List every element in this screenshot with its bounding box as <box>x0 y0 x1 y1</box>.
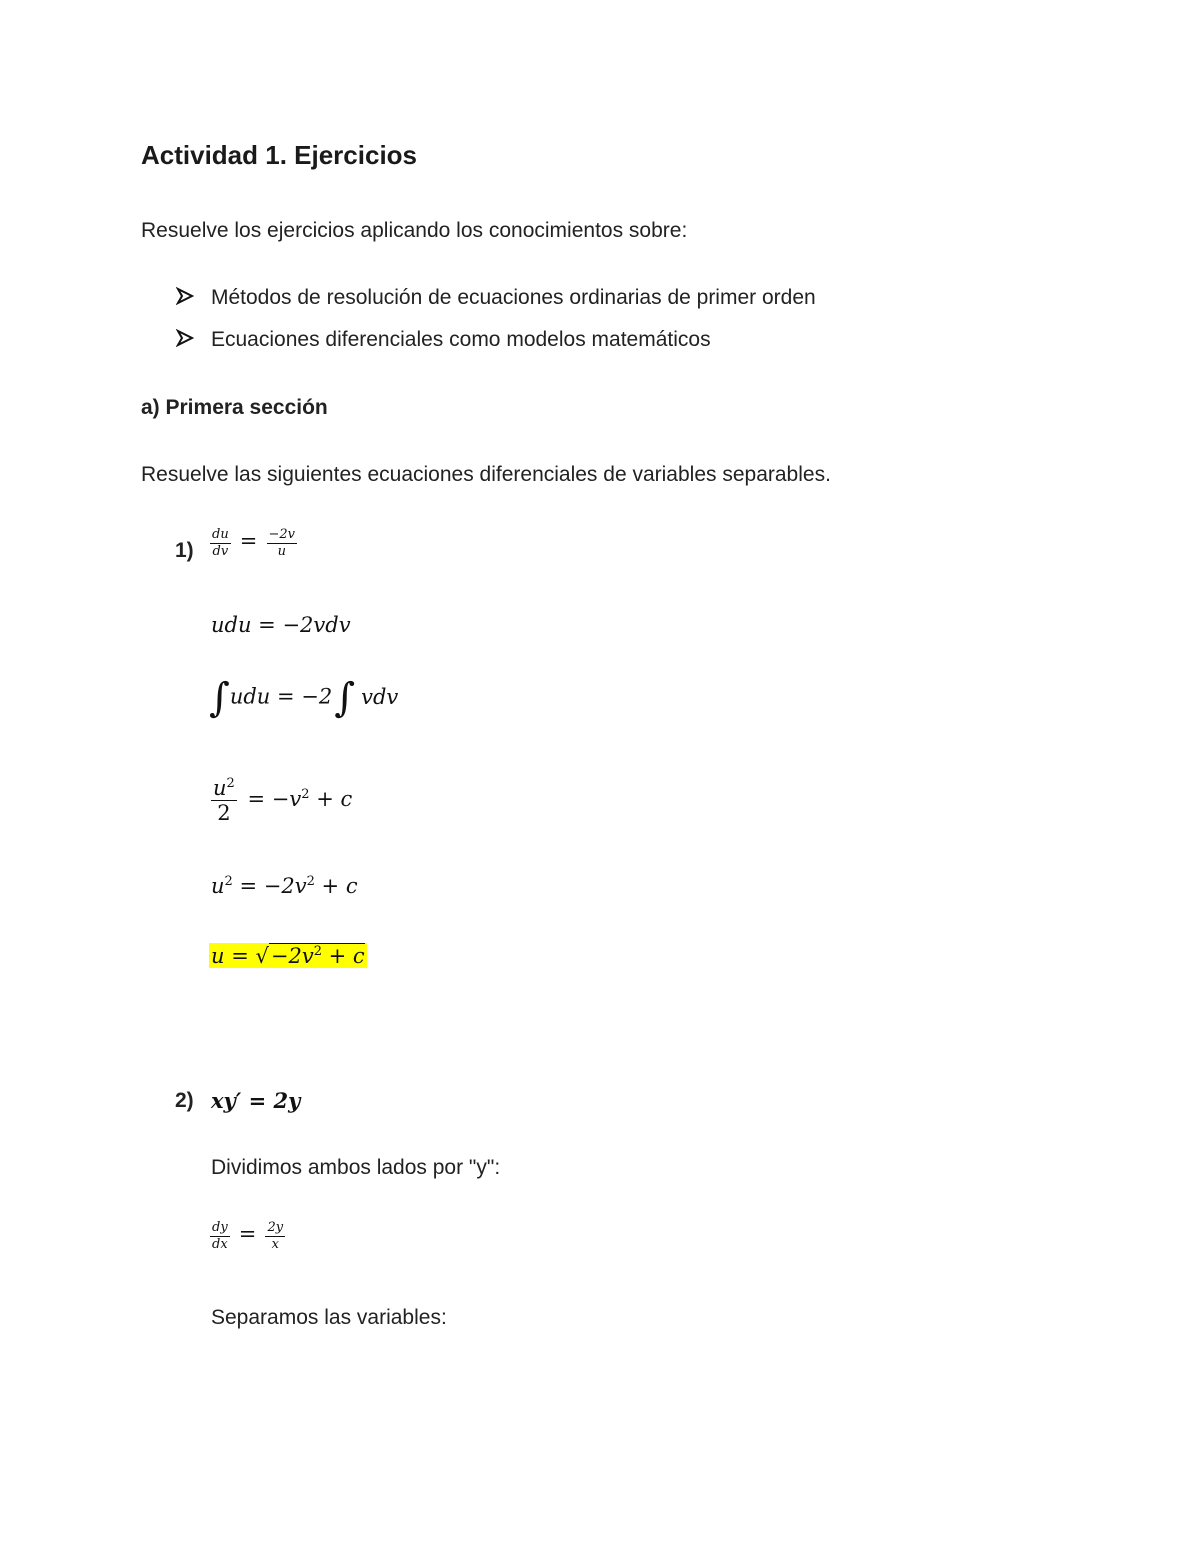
constant-term: + c <box>314 874 358 898</box>
step-integration <box>209 675 399 721</box>
fraction <box>265 1221 285 1251</box>
bullet-text: Métodos de resolución de ecuaciones ordinarias de primer orden <box>211 286 816 309</box>
numerator: u <box>213 776 227 800</box>
exercise1-equation <box>210 528 297 558</box>
page-title: Actividad 1. Ejercicios <box>141 140 418 170</box>
constant-term: + c <box>309 787 353 812</box>
denominator: dv <box>212 543 229 559</box>
numerator: du <box>212 527 229 542</box>
sqrt-icon: √ <box>255 944 269 968</box>
highlighted-result <box>209 943 367 968</box>
fraction <box>211 777 237 824</box>
radicand-term: −2v <box>270 944 314 968</box>
denominator: x <box>271 1236 279 1252</box>
exercise-number: 1) <box>175 539 194 562</box>
step-text: Dividimos ambos lados por "y": <box>211 1156 501 1179</box>
exponent: 2 <box>301 787 310 803</box>
integral-lhs: udu = −2 <box>229 684 333 709</box>
constant-term: + c <box>321 944 365 968</box>
equals-sign: = <box>238 1221 257 1246</box>
arrow-bullet-icon <box>176 287 194 311</box>
numerator: −2v <box>268 527 296 542</box>
step-text: Separamos las variables: <box>211 1306 447 1329</box>
exponent: 2 <box>224 874 233 889</box>
result-lhs: u = <box>211 944 256 968</box>
fraction <box>210 528 231 558</box>
fraction <box>267 528 298 558</box>
step-simplified <box>211 874 358 898</box>
variable: u <box>211 874 225 898</box>
integral-rhs: vdv <box>361 684 399 709</box>
denominator: dx <box>212 1236 228 1252</box>
exponent: 2 <box>313 944 322 959</box>
rhs-term: = −2v <box>232 874 307 898</box>
numerator: dy <box>212 1220 228 1235</box>
denominator: 2 <box>217 801 231 826</box>
section-heading: a) Primera sección <box>141 396 328 419</box>
fraction <box>210 1221 230 1251</box>
exponent: 2 <box>306 874 315 889</box>
bullet-text: Ecuaciones diferenciales como modelos matemáticos <box>211 328 711 351</box>
exercise2-equation: xy′ = 2y <box>211 1088 301 1113</box>
exercise-number: 2) <box>175 1089 194 1112</box>
rhs-term: = −v <box>247 787 302 812</box>
radicand <box>269 943 365 968</box>
step-integrated <box>211 777 352 824</box>
equals-sign: = <box>239 528 258 553</box>
integral-icon: ∫ <box>209 675 230 721</box>
denominator: u <box>277 543 286 559</box>
arrow-bullet-icon <box>176 329 194 353</box>
exercise2-fraction-equation <box>210 1221 285 1251</box>
intro-text: Resuelve los ejercicios aplicando los conocimientos sobre: <box>141 219 688 242</box>
integral-icon: ∫ <box>334 675 356 721</box>
step-separation: udu = −2vdv <box>211 613 351 637</box>
numerator: 2y <box>267 1220 284 1235</box>
exponent: 2 <box>226 776 235 791</box>
section-instruction: Resuelve las siguientes ecuaciones diferenciales de variables separables. <box>141 463 831 486</box>
